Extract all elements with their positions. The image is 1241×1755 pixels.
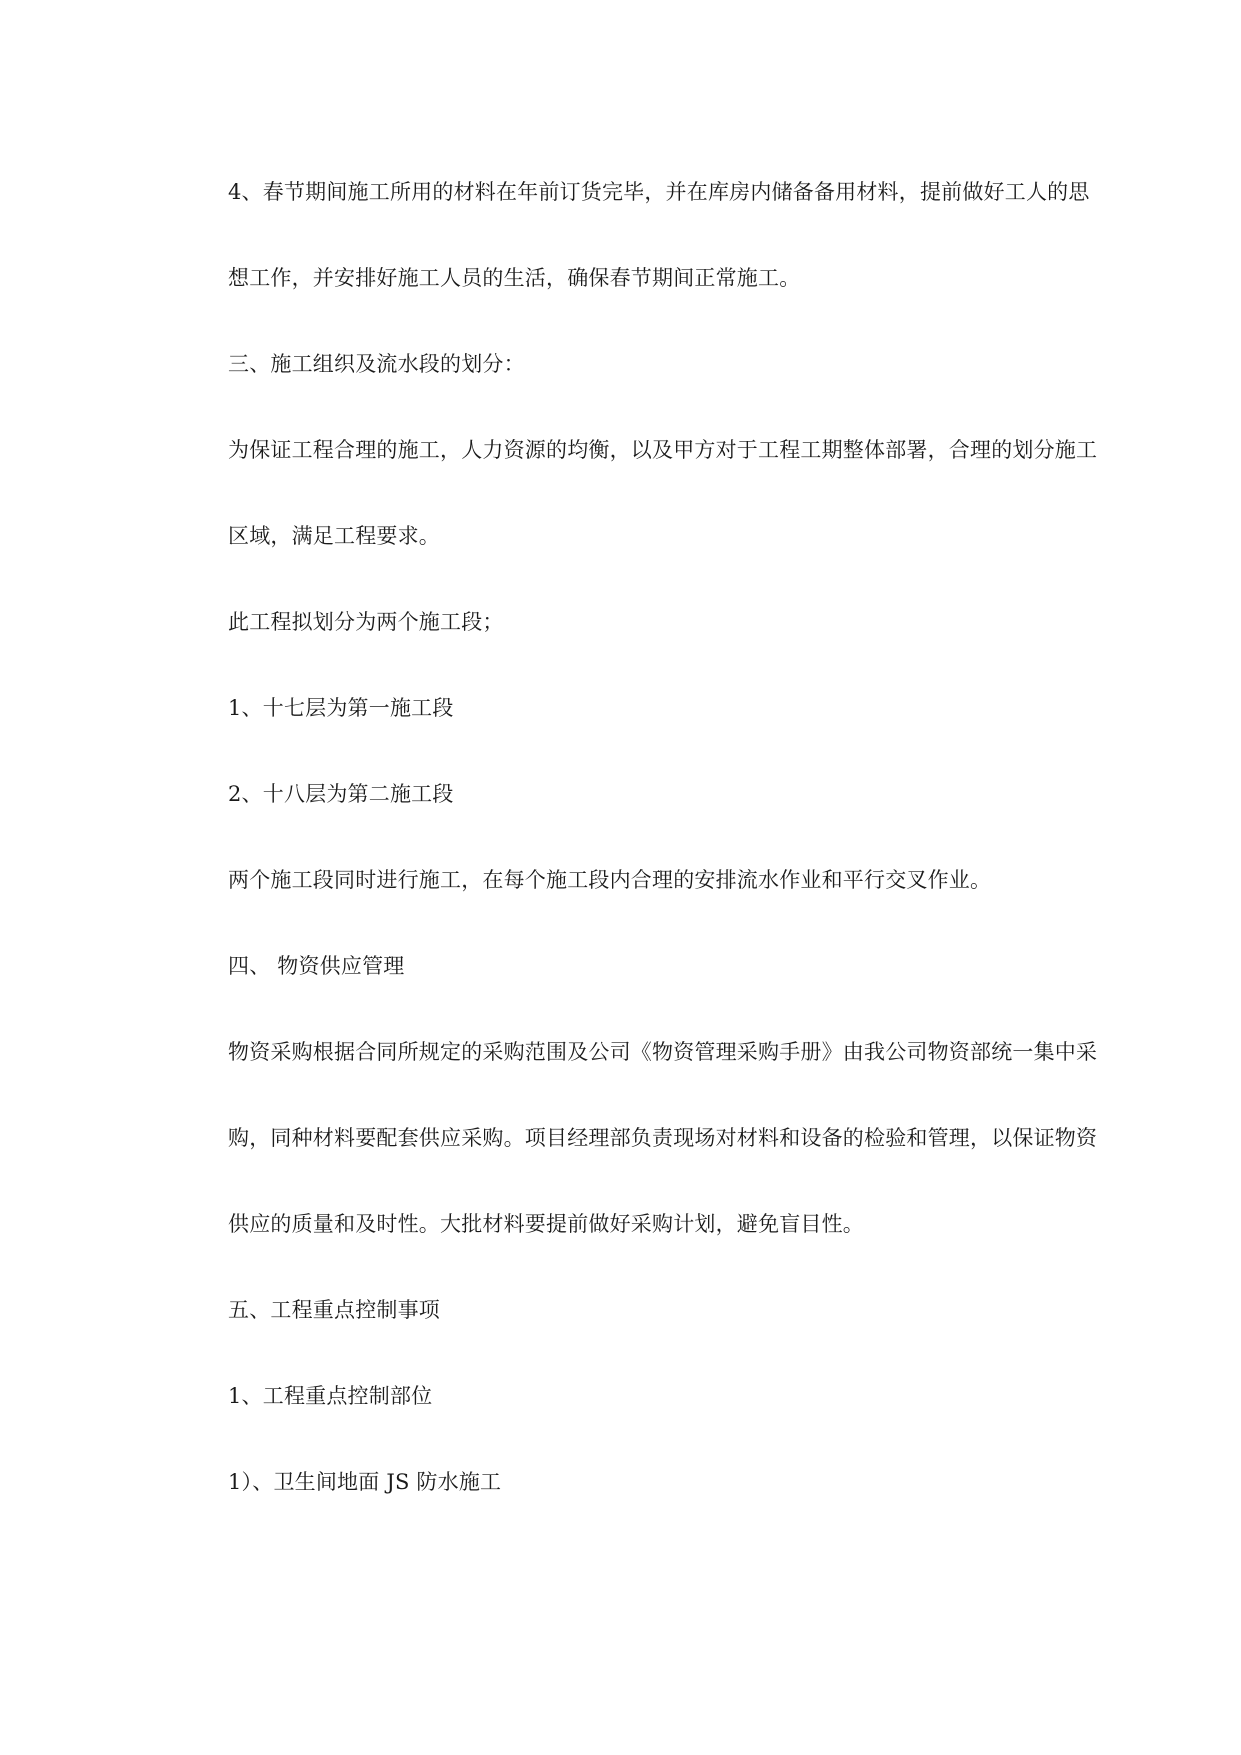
paragraph-line-9: 两个施工段同时进行施工，在每个施工段内合理的安排流水作业和平行交叉作业。 (228, 868, 992, 892)
paragraph-line-12: 购，同种材料要配套供应采购。项目经理部负责现场对材料和设备的检验和管理，以保证物资 (228, 1126, 1098, 1150)
section-heading-5: 五、工程重点控制事项 (228, 1298, 440, 1322)
paragraph-line-2: 想工作，并安排好施工人员的生活，确保春节期间正常施工。 (228, 266, 801, 290)
section-heading-3: 三、施工组织及流水段的划分： (228, 352, 525, 376)
paragraph-line-5: 区域，满足工程要求。 (228, 524, 440, 548)
section-heading-4: 四、 物资供应管理 (228, 954, 405, 978)
subsection-heading-1: 1、工程重点控制部位 (228, 1384, 433, 1408)
paragraph-line-13: 供应的质量和及时性。大批材料要提前做好采购计划，避免盲目性。 (228, 1212, 864, 1236)
subsection-item-1: 1）、卫生间地面 JS 防水施工 (228, 1470, 502, 1494)
paragraph-line-6: 此工程拟划分为两个施工段； (228, 610, 504, 634)
paragraph-line-4: 为保证工程合理的施工，人力资源的均衡，以及甲方对于工程工期整体部署，合理的划分施工 (228, 438, 1098, 462)
list-item-1: 1、十七层为第一施工段 (228, 696, 454, 720)
paragraph-line-1: 4、春节期间施工所用的材料在年前订货完毕，并在库房内储备备用材料，提前做好工人的思 (228, 180, 1090, 204)
list-item-2: 2、十八层为第二施工段 (228, 782, 454, 806)
paragraph-line-11: 物资采购根据合同所规定的采购范围及公司《物资管理采购手册》由我公司物资部统一集中采 (228, 1040, 1098, 1064)
